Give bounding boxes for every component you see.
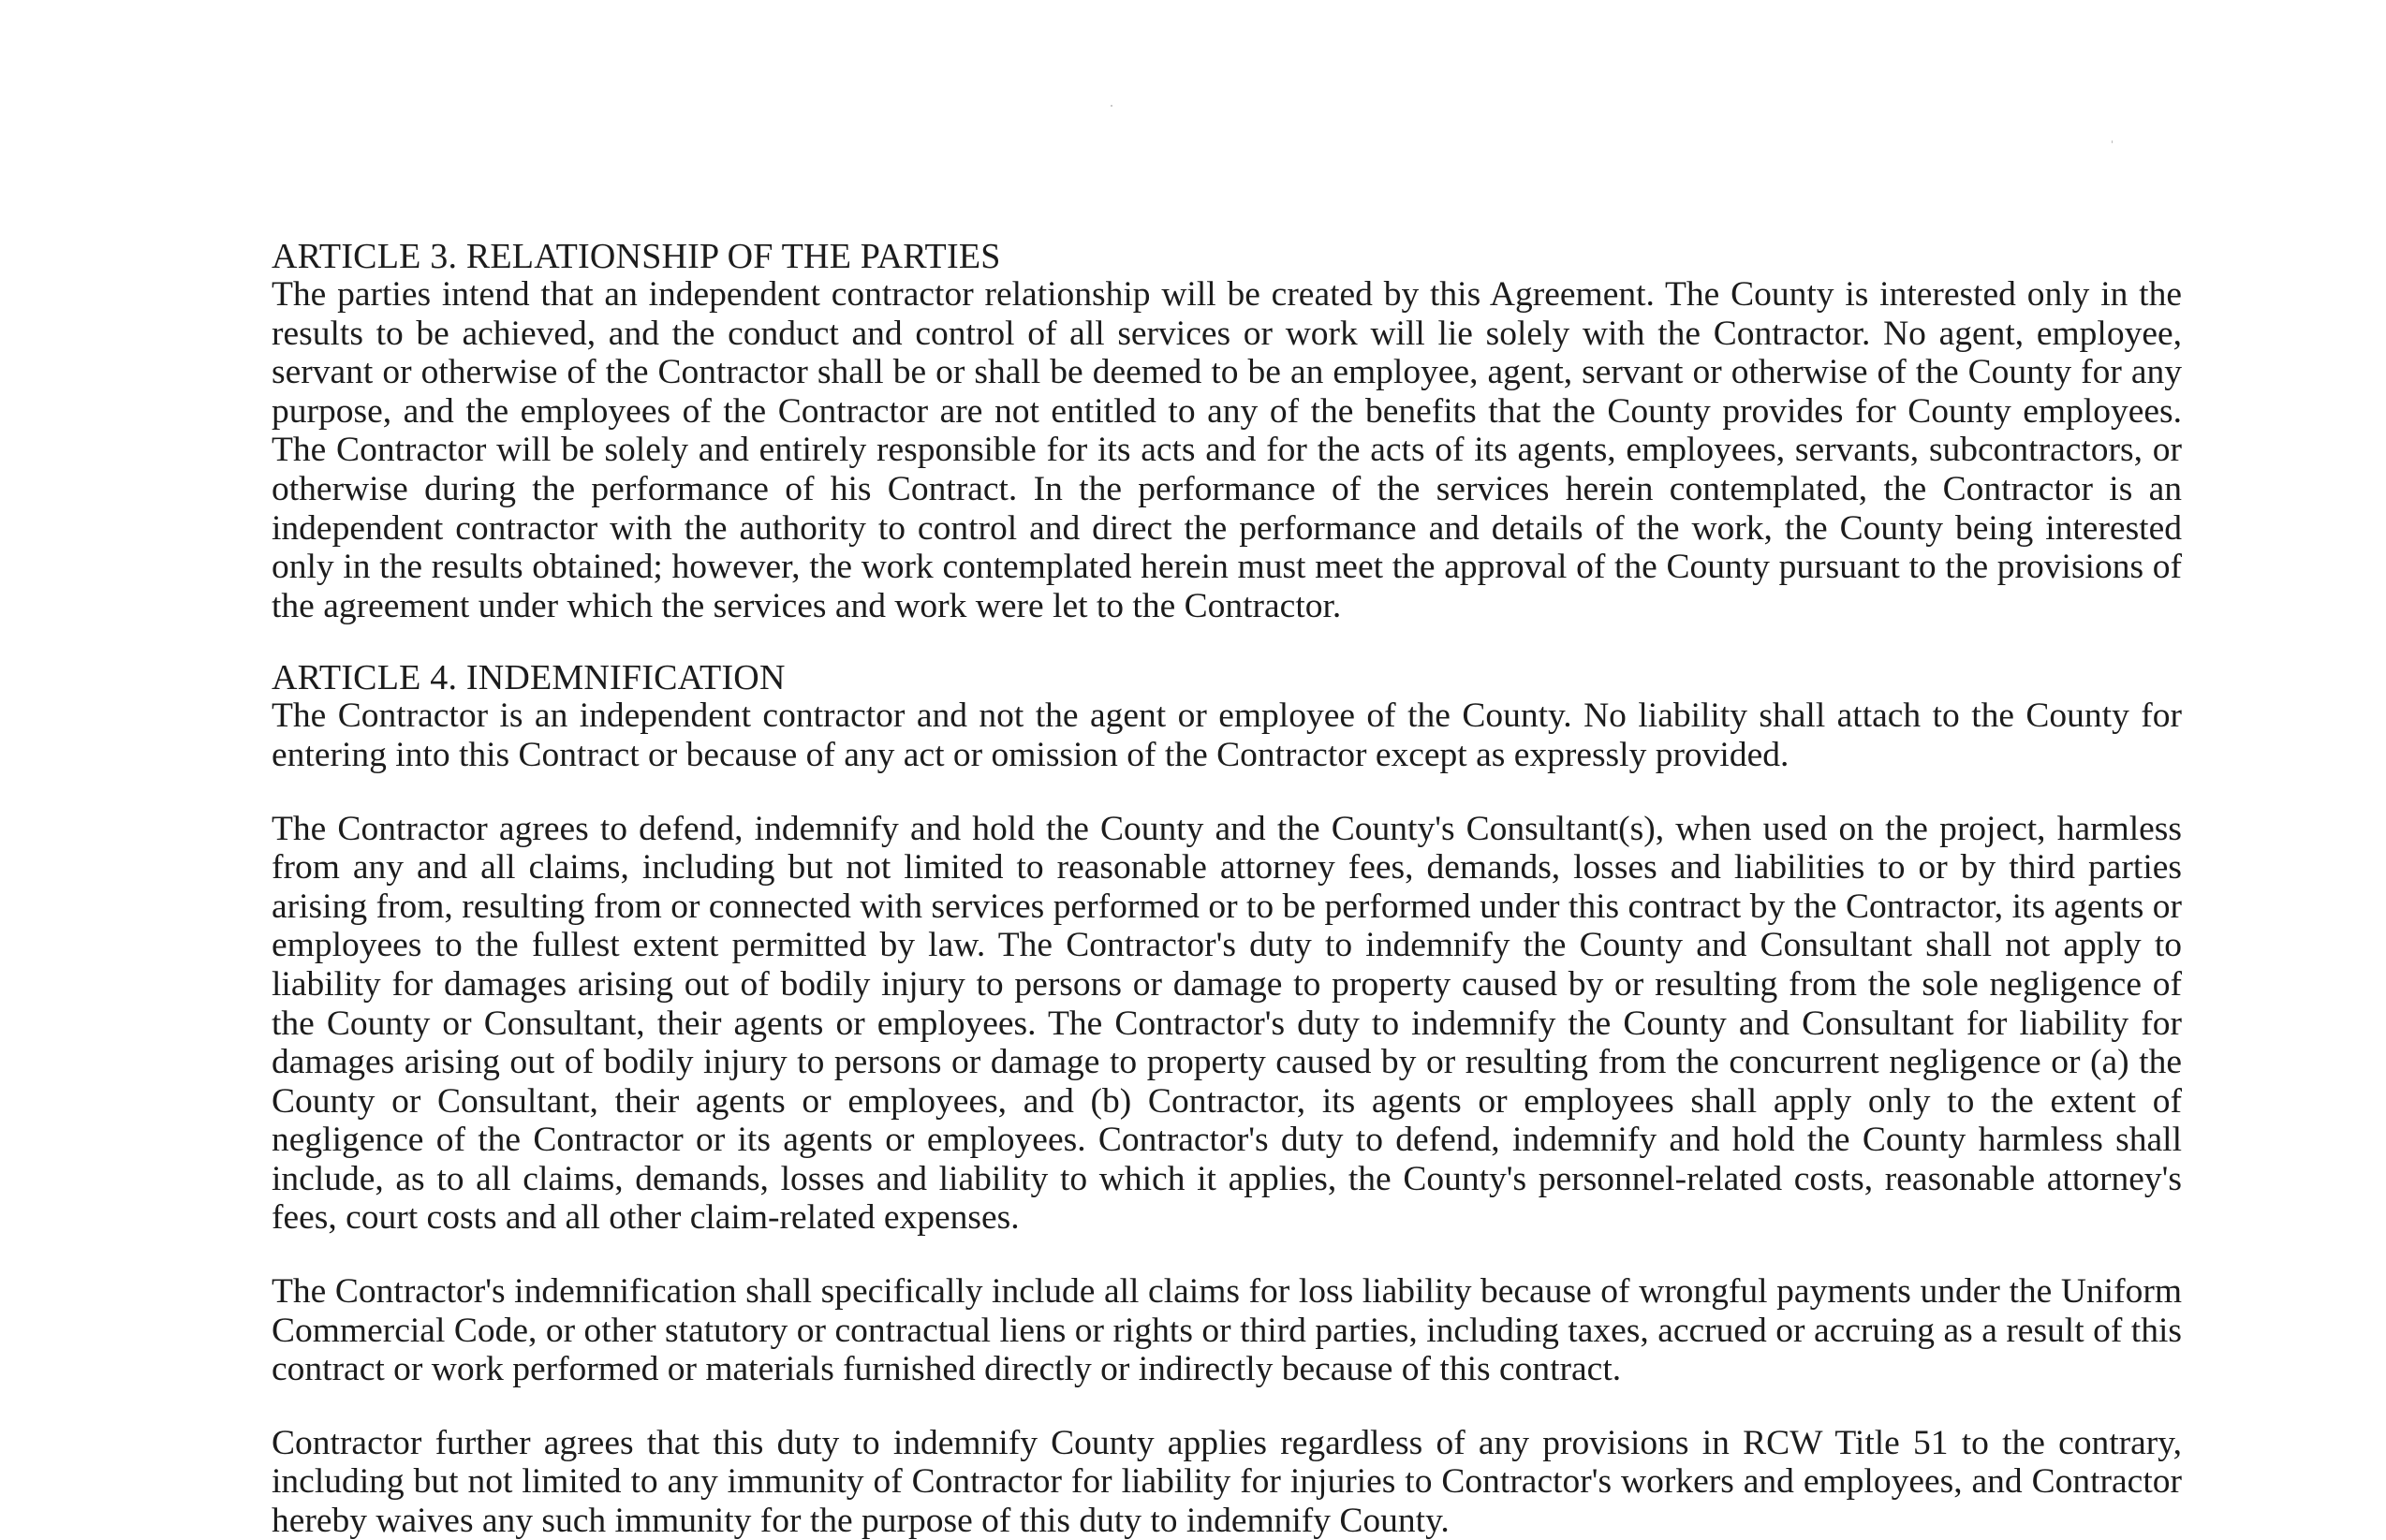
article-4-heading: ARTICLE 4. INDEMNIFICATION xyxy=(272,658,786,698)
document-body xyxy=(272,238,2182,1540)
article-3-paragraph: The parties intend that an independent contractor relationship will be created by this Agreement. The County is interested only in the results to be achieved, and the conduct and control of all services or work will lie solely with the Contractor. No agent, employee, servant or otherwise of the Contractor shall be or shall be deemed to be an employee, agent, servant or otherwise of the County for any purpose, and the employees of the Contractor are not entitled to any of the benefits that the County provides for County employees. The Contractor will be solely and entirely responsible for its acts and for the acts of its agents, employees, servants, subcontractors, or otherwise during the performance of his Contract. In the performance of the services herein contemplated, the Contractor is an independent contractor with the authority to control and direct the performance and details of the work, the County being interested only in the results obtained; however, the work contemplated herein must meet the approval of the County pursuant to the provisions of the agreement under which the services and work were let to the Contractor. xyxy=(272,275,2182,625)
article-4-paragraph-4: Contractor further agrees that this duty to indemnify County applies regardless of any provisions in RCW Title 51 to the contrary, including but not limited to any immunity of Contractor for liability for injuries to Contractor's workers and employees, and Contractor hereby waives any such immunity for the purpose of this duty to indemnify County. xyxy=(272,1423,2182,1540)
article-3-section xyxy=(272,238,2182,625)
article-3-heading: ARTICLE 3. RELATIONSHIP OF THE PARTIES xyxy=(272,237,1001,276)
article-4-paragraph-3: The Contractor's indemnification shall specifically include all claims for loss liability because of wrongful payments under the Uniform Commercial Code, or other statutory or contractual liens or rights or third parties, including taxes, accrued or accruing as a result of this contract or work performed or materials furnished directly or indirectly because of this contract. xyxy=(272,1272,2182,1389)
article-4-paragraph-2: The Contractor agrees to defend, indemnify and hold the County and the County's Consultant(s), when used on the project, harmless from any and all claims, including but not limited to reasonable attorney fees, demands, losses and liabilities to or by third parties arising from, resulting from or connected with services performed or to be performed under this contract by the Contractor, its agents or employees to the fullest extent permitted by law. The Contractor's duty to indemnify the County and Consultant shall not apply to liability for damages arising out of bodily injury to persons or damage to property caused by or resulting from the sole negligence of the County or Consultant, their agents or employees. The Contractor's duty to indemnify the County and Consultant for liability for damages arising out of bodily injury to persons or damage to property caused by or resulting from the concurrent negligence or (a) the County or Consultant, their agents or employees, and (b) Contractor, its agents or employees shall apply only to the extent of negligence of the Contractor or its agents or employees. Contractor's duty to defend, indemnify and hold the County harmless shall include, as to all claims, demands, losses and liability to which it applies, the County's personnel-related costs, reasonable attorney's fees, court costs and all other claim-related expenses. xyxy=(272,809,2182,1238)
scan-speck xyxy=(2112,140,2113,143)
scan-speck xyxy=(1111,105,1112,107)
article-4-paragraph-1: The Contractor is an independent contractor and not the agent or employee of the County. No liability shall attach to the County for entering into this Contract or because of any act or omission of the Contractor except as expressly provided. xyxy=(272,697,2182,774)
article-4-section xyxy=(272,659,2182,1540)
